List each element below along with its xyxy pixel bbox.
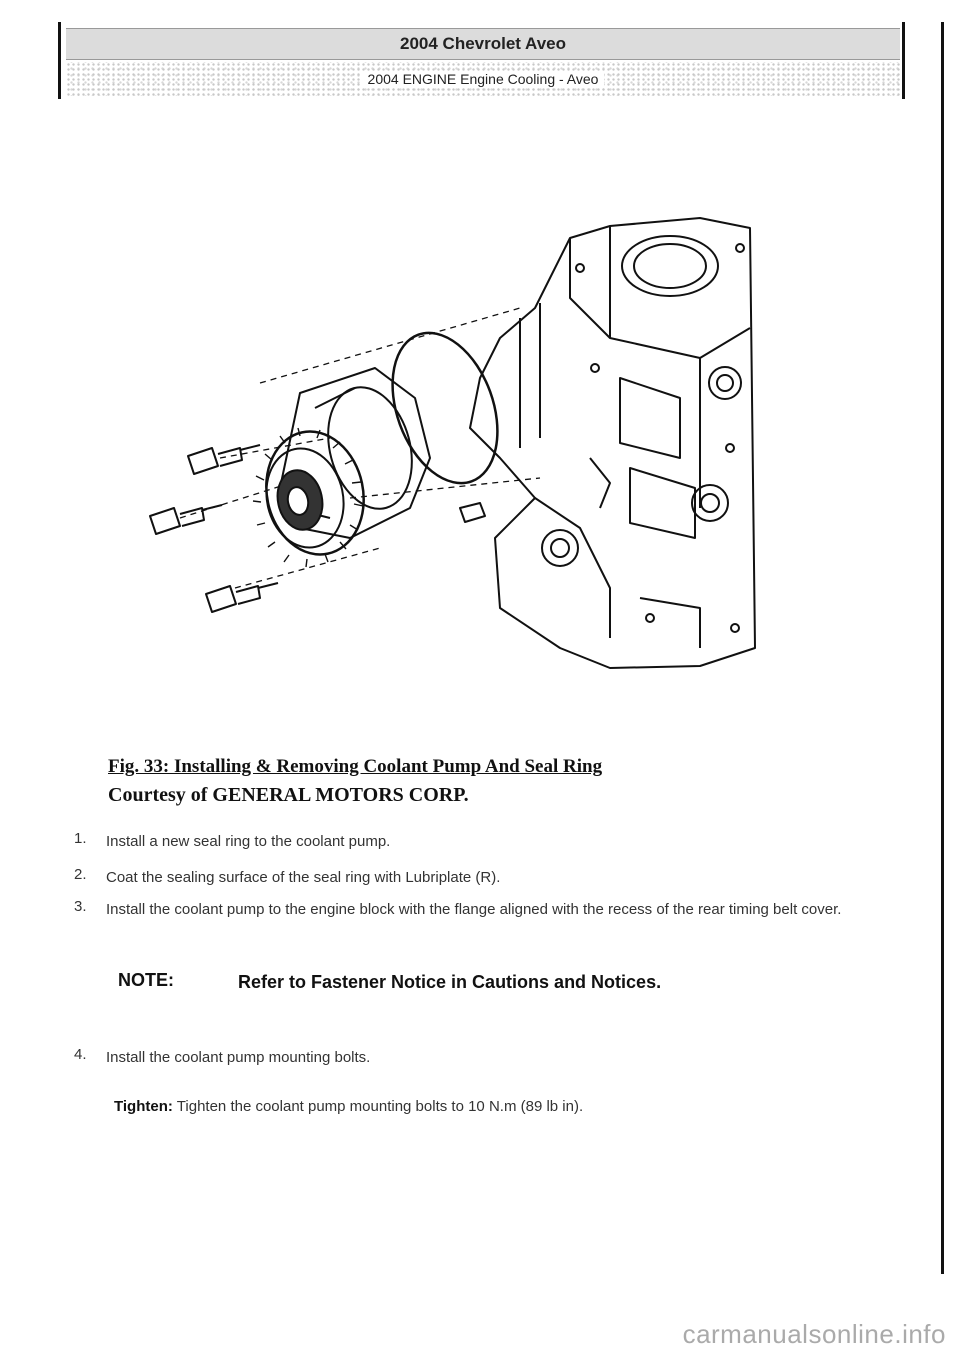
step-text: Install the coolant pump mounting bolts.	[106, 1049, 371, 1066]
figure-caption-title: Fig. 33: Installing & Removing Coolant Pump And Seal Ring	[108, 756, 603, 777]
page-right-rule	[941, 22, 944, 1274]
tighten-text: Tighten the coolant pump mounting bolts to 10 N.m (89 lb in).	[176, 1098, 584, 1115]
step-number: 1.	[74, 830, 87, 847]
document-subtitle: 2004 ENGINE Engine Cooling - Aveo	[362, 71, 605, 87]
step-item	[74, 898, 904, 922]
step-number: 4.	[74, 1046, 87, 1063]
step-text: Coat the sealing surface of the seal ring with Lubriplate (R).	[106, 869, 501, 886]
document-header	[66, 28, 900, 98]
step-text: Install a new seal ring to the coolant pump.	[106, 833, 391, 850]
watermark: carmanualsonline.info	[682, 1319, 946, 1349]
document-title: 2004 Chevrolet Aveo	[66, 28, 900, 60]
figure-caption	[108, 756, 602, 807]
document-subtitle-bar	[66, 62, 900, 96]
note-text: Refer to Fastener Notice in Cautions and Notices.	[238, 972, 662, 992]
figure-caption-credit: Courtesy of GENERAL MOTORS CORP.	[108, 784, 469, 806]
note-label: NOTE:	[118, 970, 174, 990]
step-number: 2.	[74, 866, 87, 883]
tighten-spec	[114, 1098, 583, 1115]
note-block	[118, 970, 698, 994]
step-item	[74, 1046, 904, 1070]
tighten-label: Tighten:	[114, 1098, 173, 1115]
step-item	[74, 830, 904, 854]
step-item	[74, 866, 904, 890]
step-number: 3.	[74, 898, 87, 915]
page-left-rule	[58, 22, 61, 99]
step-text: Install the coolant pump to the engine block with the flange aligned with the recess of the rear timing belt cover.	[106, 901, 842, 918]
coolant-pump-illustration	[140, 208, 760, 678]
header-right-rule	[902, 22, 905, 99]
